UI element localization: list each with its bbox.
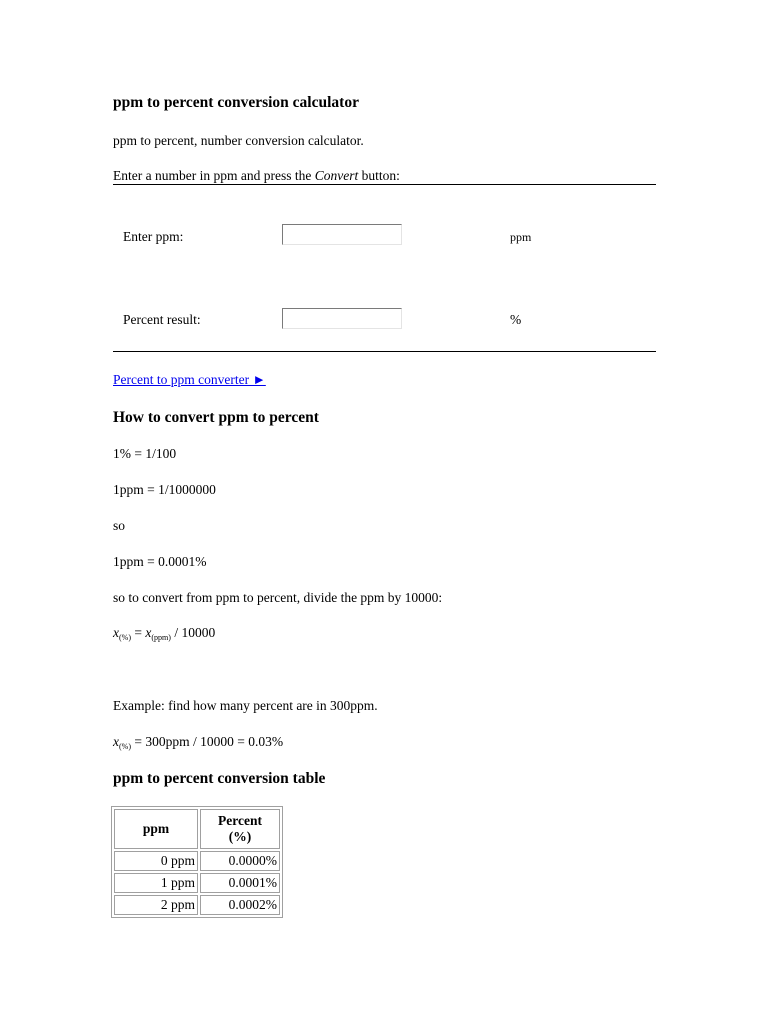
cell-percent: 0.0001% — [200, 873, 280, 893]
ppm-input[interactable] — [282, 224, 402, 245]
percent-to-ppm-link[interactable]: Percent to ppm converter ► — [113, 372, 266, 387]
formula-var-ppm: $x_{(ppm)}$ — [145, 625, 171, 642]
example-var-percent: $x_{(\%)}$ — [113, 734, 131, 751]
table-header-row — [114, 809, 280, 849]
howto-line-2: 1ppm = 1/1000000 — [113, 482, 216, 497]
percent-unit-label: % — [510, 312, 522, 327]
percent-result-label: Percent result: — [123, 312, 201, 327]
howto-line-3: so — [113, 518, 126, 533]
cell-percent: 0.0002% — [200, 895, 280, 915]
example-formula — [113, 734, 283, 751]
calculator-top-divider — [113, 184, 656, 185]
percent-result-field[interactable] — [282, 308, 402, 329]
instruction-suffix: button: — [358, 168, 400, 183]
example-text: Example: find how many percent are in 300ppm. — [113, 698, 378, 713]
page-subtitle: ppm to percent, number conversion calculator. — [113, 133, 364, 148]
table-heading: ppm to percent conversion table — [113, 770, 326, 787]
ppm-unit-label: ppm — [510, 230, 532, 244]
formula-var-percent: $x_{(\%)}$ — [113, 625, 131, 642]
conversion-table — [111, 806, 283, 918]
table-row — [114, 895, 280, 915]
cell-ppm: 0 ppm — [114, 851, 198, 871]
cell-ppm: 2 ppm — [114, 895, 198, 915]
howto-heading: How to convert ppm to percent — [113, 409, 319, 426]
table-row — [114, 873, 280, 893]
cell-ppm: 1 ppm — [114, 873, 198, 893]
howto-line-5: so to convert from ppm to percent, divide the ppm by 10000: — [113, 590, 443, 605]
calculator-bottom-divider — [113, 351, 656, 352]
table-row — [114, 851, 280, 871]
instruction-prefix: Enter a number in ppm and press the — [113, 168, 315, 183]
instruction-convert-word: Convert — [314, 168, 359, 183]
howto-line-4: 1ppm = 0.0001% — [113, 554, 207, 569]
instruction-text — [113, 168, 400, 184]
conversion-formula: $x_{(\%)} = x_{(ppm)} / 10000$ — [113, 625, 216, 642]
page-title: ppm to percent conversion calculator — [113, 94, 359, 111]
header-percent: Percent (%) — [200, 809, 280, 849]
ppm-input-label: Enter ppm: — [123, 229, 184, 244]
example-result: = 300ppm / 10000 = 0.03% — [131, 734, 284, 749]
howto-line-1: 1% = 1/100 — [113, 446, 177, 461]
cell-percent: 0.0000% — [200, 851, 280, 871]
header-ppm: ppm — [114, 809, 198, 849]
formula-divisor: / 10000 — [170, 625, 216, 640]
link-row — [113, 372, 266, 388]
